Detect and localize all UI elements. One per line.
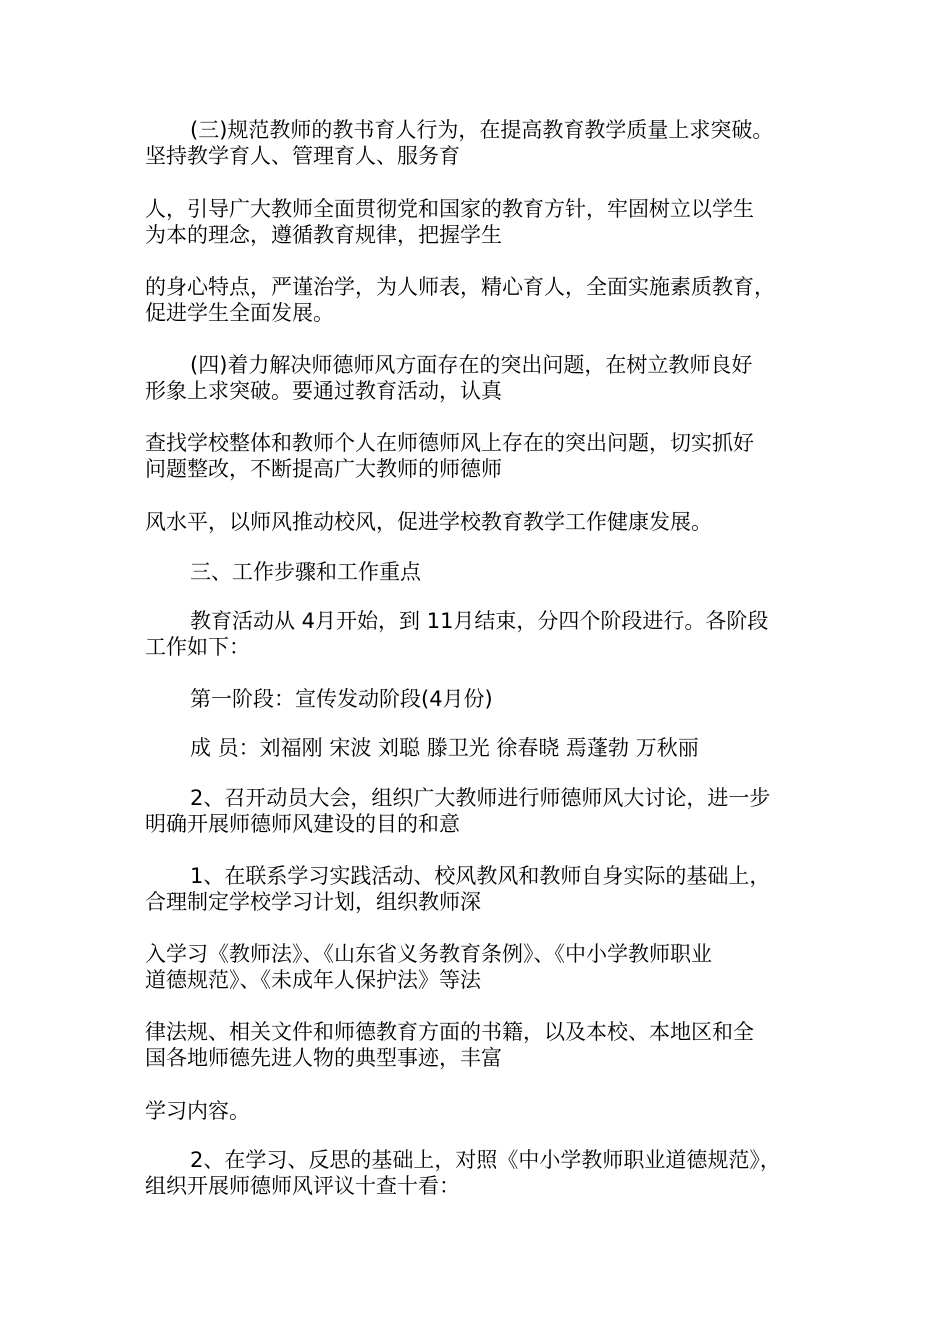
paragraph-line: 合理制定学校学习计划，组织教师深 [145,890,481,914]
paragraph-line: 教育活动从 4月开始，到 11月结束，分四个阶段进行。各阶段 [190,609,769,633]
paragraph-line: 1、在联系学习实践活动、校风教风和教师自身实际的基础上， [190,864,771,888]
paragraph-guide-teachers [145,196,825,248]
paragraph-line: 成 员：刘福刚 宋波 刘聪 滕卫光 徐春晓 焉蓬勃 万秋丽 [190,736,699,760]
paragraph-line: 问题整改，不断提高广大教师的师德师 [145,457,502,481]
paragraph-standardize-teaching-behavior [145,117,825,169]
paragraph-activity-timeline [145,608,825,660]
section-heading: 三、工作步骤和工作重点 [190,560,421,584]
paragraph-line: 国各地师德先进人物的典型事迹，丰富 [145,1046,502,1070]
paragraph-line: 律法规、相关文件和师德教育方面的书籍，以及本校、本地区和全 [145,1020,754,1044]
paragraph-study-plan [145,863,825,915]
paragraph-line: 工作如下： [145,635,250,659]
paragraph-line: 组织开展师德师风评议十查十看： [145,1174,460,1198]
paragraph-line: 的身心特点，严谨治学，为人师表，精心育人，全面实施素质教育， [145,275,775,299]
paragraph-phase-one [145,686,825,712]
paragraph-school-culture [145,509,825,535]
paragraph-line: 2、召开动员大会，组织广大教师进行师德师风大讨论，进一步 [190,786,771,810]
paragraph-line: (四)着力解决师德师风方面存在的突出问题，在树立教师良好 [190,353,753,377]
paragraph-line: 坚持教学育人、管理育人、服务育 [145,144,460,168]
paragraph-line: 学习内容。 [145,1099,250,1123]
paragraph-line: 查找学校整体和教师个人在师德师风上存在的突出问题，切实抓好 [145,431,754,455]
paragraph-line: 第一阶段：宣传发动阶段(4月份) [190,687,493,711]
paragraph-line: 风水平，以师风推动校风，促进学校教育教学工作健康发展。 [145,510,712,534]
paragraph-line: 形象上求突破。要通过教育活动，认真 [145,379,502,403]
paragraph-study-content [145,1098,825,1124]
paragraph-mobilization-meeting [145,785,825,837]
section-heading-work-steps [145,559,825,585]
paragraph-line: 道德规范》、《未成年人保护法》等法 [145,968,481,992]
paragraph-line: 明确开展师德师风建设的目的和意 [145,812,460,836]
paragraph-study-laws [145,941,825,993]
paragraph-line: 为本的理念，遵循教育规律，把握学生 [145,223,502,247]
paragraph-student-development [145,274,825,326]
paragraph-line: 促进学生全面发展。 [145,301,334,325]
paragraph-line: 2、在学习、反思的基础上，对照《中小学教师职业道德规范》， [190,1148,781,1172]
paragraph-members [145,735,825,761]
paragraph-find-problems [145,430,825,482]
paragraph-solve-ethics-problems [145,352,825,404]
paragraph-reflection-review [145,1147,825,1199]
paragraph-line: 入学习《教师法》、《山东省义务教育条例》、《中小学教师职业 [145,942,712,966]
paragraph-line: 人，引导广大教师全面贯彻党和国家的教育方针，牢固树立以学生 [145,197,754,221]
paragraph-regulations-books [145,1019,825,1071]
paragraph-line: (三)规范教师的教书育人行为，在提高教育教学质量上求突破。 [190,118,774,142]
